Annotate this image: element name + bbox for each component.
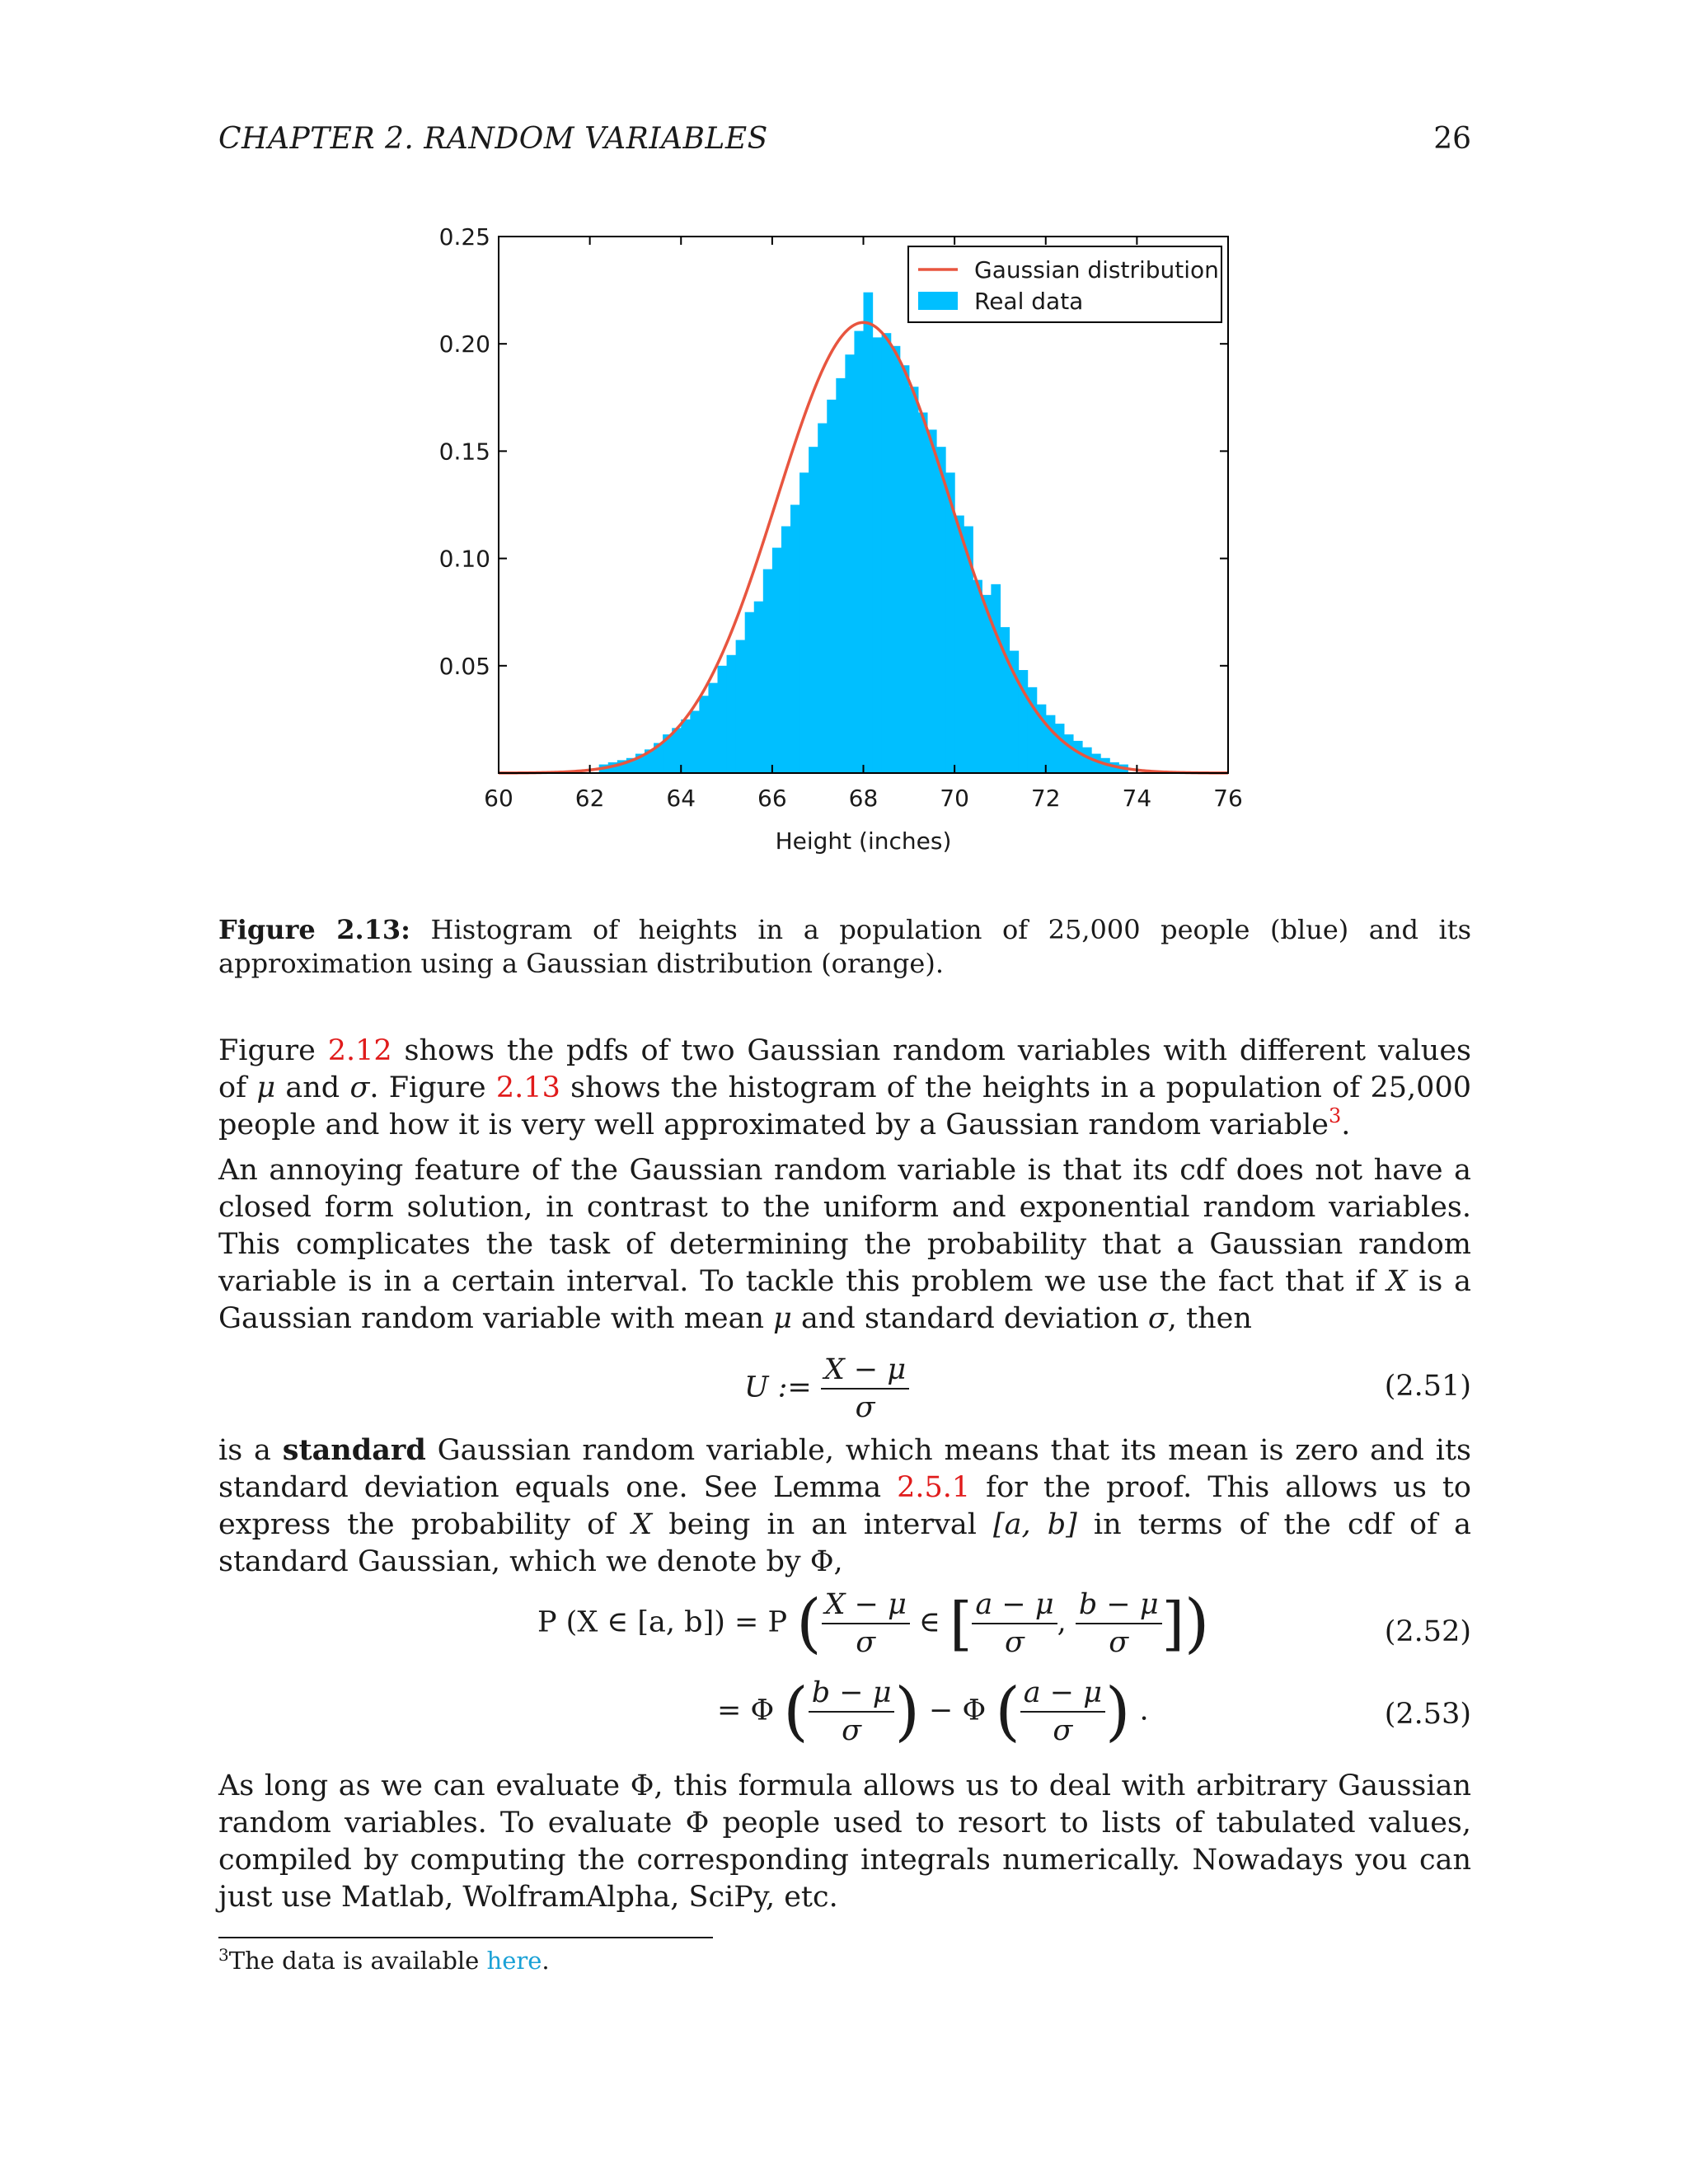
equation-2-51: U := $\frac{X - \mu}{\sigma}$ — [744, 1352, 909, 1426]
histogram-bar — [927, 429, 937, 773]
histogram-bar — [708, 683, 718, 773]
histogram-bar — [736, 640, 746, 773]
histogram-bar — [1055, 724, 1065, 773]
histogram-bar — [727, 655, 737, 773]
x-tick-label: 76 — [1213, 785, 1243, 812]
figure-caption-text: Histogram of heights in a population of 25,000 people (blue) and its approximation using a Gaussian distribution (orange). — [218, 914, 1472, 979]
footnote-rule — [218, 1937, 713, 1938]
legend-label-real: Real data — [974, 288, 1084, 315]
legend-bar-swatch — [918, 292, 958, 310]
histogram-bar — [781, 527, 791, 773]
histogram-bar — [718, 666, 728, 773]
histogram-bar — [954, 516, 964, 773]
chapter-title: CHAPTER 2. RANDOM VARIABLES — [218, 122, 768, 156]
histogram-bar — [699, 696, 709, 773]
footnote-mark[interactable]: 3 — [1329, 1104, 1342, 1127]
x-axis-label: Height (inches) — [775, 827, 952, 855]
histogram-bar — [672, 728, 682, 773]
histogram-bar — [854, 331, 864, 773]
histogram-bar — [918, 413, 928, 773]
histogram-bar — [1064, 734, 1074, 773]
equation-number-2-51: (2.51) — [1384, 1370, 1471, 1403]
histogram-bar — [827, 400, 837, 773]
paragraph-4: As long as we can evaluate Φ, this formula allows us to deal with arbitrary Gaussian random variables. To evaluate Φ people used to resort to lists of tabulated values, compiled by computing the corresponding integrals numerically. Nowadays you can just use Matlab, WolframAlpha, SciPy, etc. — [218, 1769, 1471, 1914]
ref-lemma-2-5-1[interactable]: 2.5.1 — [897, 1471, 971, 1504]
ref-figure-2-13[interactable]: 2.13 — [495, 1071, 560, 1104]
histogram-bar — [818, 424, 828, 773]
x-tick-label: 72 — [1030, 785, 1061, 812]
histogram-bar — [763, 569, 773, 773]
histogram-bar — [909, 387, 919, 773]
figure-label: Figure 2.13: — [218, 914, 410, 945]
y-tick-label: 0.15 — [438, 438, 490, 466]
legend-label-gaussian: Gaussian distribution — [974, 256, 1219, 284]
histogram-bar — [973, 580, 982, 773]
x-tick-label: 66 — [757, 785, 787, 812]
histogram-bar — [790, 505, 800, 774]
histogram-bar — [845, 354, 855, 773]
footnote: $^3$The data is available here. — [218, 1945, 550, 1975]
histogram-bar — [745, 612, 755, 773]
histogram-bar — [690, 710, 700, 773]
x-tick-label: 62 — [574, 785, 605, 812]
histogram-bar — [1073, 741, 1083, 773]
equation-2-52: P (X ∈ [a, b]) = P ( $\frac{X - \mu}{\sigma}$ ∈ [ $\frac{a - \mu}{\sigma}$ , $\frac{b - \mu}{\sigma}$ ]) — [537, 1586, 1210, 1661]
x-tick-label: 74 — [1122, 785, 1152, 812]
y-tick-label: 0.10 — [438, 545, 490, 573]
histogram-bar — [882, 333, 892, 773]
histogram-chart — [408, 210, 1298, 869]
x-tick-label: 64 — [666, 785, 696, 812]
histogram-bar — [681, 719, 691, 773]
ref-figure-2-12[interactable]: 2.12 — [327, 1034, 392, 1067]
y-tick-label: 0.25 — [438, 223, 490, 251]
histogram-bar — [991, 584, 1001, 773]
paragraph-2: An annoying feature of the Gaussian random variable is that its cdf does not have a closed form solution, in contrast to the uniform and exponential random variables. This complicates the task of determining the probability that a Gaussian random variable is in a certain interval. To tackle this problem we use the fact that if X is a Gaussian random variable with mean μ and standard deviation σ, then — [218, 1154, 1472, 1335]
histogram-bar — [864, 293, 874, 773]
histogram-bar — [836, 378, 846, 773]
running-header — [218, 122, 1471, 163]
x-tick-label: 60 — [484, 785, 513, 812]
y-tick-label: 0.20 — [438, 330, 490, 359]
figure-2-13 — [408, 210, 1298, 869]
figure-caption — [218, 913, 1471, 981]
x-tick-label: 70 — [940, 785, 969, 812]
histogram-bar — [900, 365, 910, 773]
equation-number-2-53: (2.53) — [1384, 1698, 1471, 1731]
histogram-bar — [936, 447, 946, 773]
equation-number-2-52: (2.52) — [1384, 1615, 1471, 1648]
paragraph-1: Figure 2.12 shows the pdfs of two Gaussian random variables with different values of μ and σ. Figure 2.13 shows the histogram of the heights in a population of 25,000 people and how it is very well approximated by a Gaussian random variable$^3$. — [218, 1034, 1471, 1141]
equation-2-53: = Φ ( $\frac{b - \mu}{\sigma}$ ) − Φ ( $\frac{a - \mu}{\sigma}$ ) . — [717, 1675, 1149, 1749]
histogram-bar — [754, 602, 764, 773]
histogram-bar — [809, 447, 818, 773]
histogram-bar — [1082, 748, 1092, 773]
y-tick-label: 0.05 — [438, 652, 490, 680]
paragraph-3: is a standard Gaussian random variable, which means that its mean is zero and its standard deviation equals one. See Lemma 2.5.1 for the proof. This allows us to express the probability of X being in an interval [a, b] in terms of the cdf of a standard Gaussian, which we denote by Φ, — [218, 1433, 1472, 1578]
page-number: 26 — [1433, 122, 1471, 156]
data-link[interactable]: here — [486, 1947, 542, 1975]
x-tick-label: 68 — [848, 785, 879, 812]
histogram-bar — [873, 337, 883, 773]
histogram-bar — [799, 472, 809, 773]
histogram-bar — [772, 548, 782, 773]
histogram-bar — [945, 472, 955, 773]
histogram-bar — [891, 346, 901, 773]
